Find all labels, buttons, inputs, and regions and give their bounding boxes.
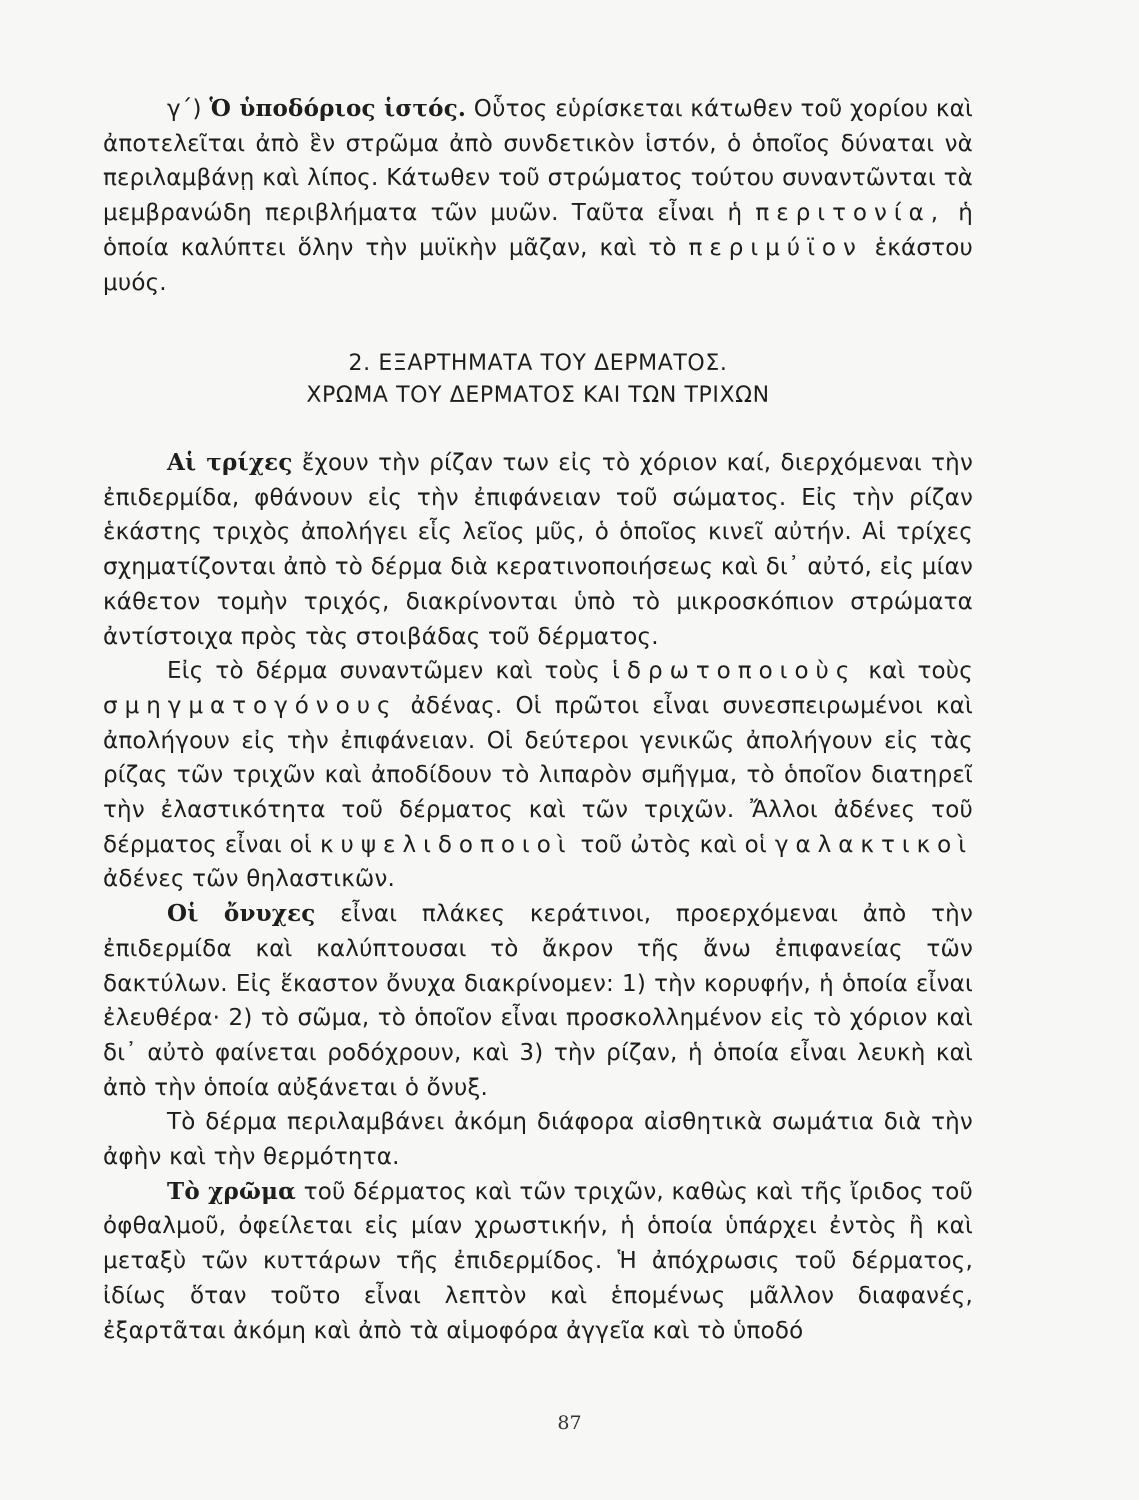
section-heading xyxy=(103,348,973,412)
paragraph-text: ἔχουν τὴν ρίζαν των εἰς τὸ χόριον καί, διερχόμεναι τὴν ἐπιδερμίδα, φθάνουν εἰς τὴν ἐπιφάνειαν τοῦ σώματος. Εἰς τὴν ρίζαν ἑκάστης τριχὸς ἀπολήγει εἷς λεῖος μῦς, ὁ ὁποῖος κινεῖ αὐτήν. Αἱ τρίχες σχηματίζονται ἀπὸ τὸ δέρμα διὰ κερατινοποιήσεως καὶ δι᾽ αὐτό, εἰς μίαν κάθετον τομὴν τριχός, διακρίνονται ὑπὸ τὸ μικροσκόπιον στρώματα ἀντίστοιχα πρὸς τὰς στοιβάδας τοῦ δέρματος. xyxy=(103,450,974,650)
paragraph-nails xyxy=(103,897,973,1105)
paragraph-text: τοῦ δέρματος καὶ τῶν τριχῶν, καθὼς καὶ τῆς ἴριδος τοῦ ὀφθαλμοῦ, ὀφείλεται εἰς μίαν χρωστικήν, ἡ ὁποία ὑπάρχει ἐντὸς ἢ καὶ μεταξὺ τῶν κυττάρων τῆς ἐπιδερμίδος. Ἡ ἀπόχρωσις τοῦ δέρματος, ἰδίως ὅταν τοῦτο εἶναι λεπτὸν καὶ ἑπομένως μᾶλλον διαφανές, ἐξαρτᾶται ἀκόμη καὶ ἀπὸ τὰ αἱμοφόρα ἀγγεῖα καὶ τὸ ὑποδό xyxy=(103,1178,973,1344)
paragraph-text: ἀδένες τῶν θηλαστικῶν. xyxy=(103,866,396,893)
paragraph-sensory: Τὸ δέρμα περιλαμβάνει ἀκόμη διάφορα αἰσθητικὰ σωμάτια διὰ τὴν ἀφὴν καὶ τὴν θερμότητα. xyxy=(103,1109,973,1171)
section-subcutaneous-tissue xyxy=(103,92,973,300)
term-color: Τὸ χρῶμα xyxy=(167,1177,297,1205)
heading-line-1: 2. ΕΞΑΡΤΗΜΑΤΑ ΤΟΥ ΔΕΡΜΑΤΟΣ. xyxy=(348,351,728,376)
paragraph-text: Οὗτος εὑρίσκεται κάτωθεν τοῦ χορίου καὶ ἀποτελεῖται ἀπὸ ἓν στρῶμα ἀπὸ συνδετικὸν ἱστόν, ὁ ὁποῖος δύναται νὰ περιλαμβάνῃ καὶ λίπος. Κάτωθεν τοῦ στρώματος τούτου συναντῶνται τὰ μεμβρανώδη περιβλήματα τῶν μυῶν. Ταῦτα εἶναι ἡ xyxy=(103,96,973,227)
term-hairs: Αἱ τρίχες xyxy=(167,449,293,476)
paragraph-text: ἀδένας. Οἱ πρῶτοι εἶναι συνεσπειρωμένοι καὶ ἀπολήγουν εἰς τὴν ἐπιφάνειαν. Οἱ δεύτεροι γενικῶς ἀπολήγουν εἰς τὰς ρίζας τῶν τριχῶν καὶ ἀποδίδουν τὸ λιπαρὸν σμῆγμα, τὸ ὁποῖον διατηρεῖ τὴν ἐλαστικότητα τοῦ δέρματος καὶ τῶν τριχῶν. Ἄλλοι ἀδένες τοῦ δέρματος εἶναι οἱ xyxy=(103,692,973,858)
section-skin-appendages xyxy=(103,446,973,1348)
term-sweat-glands: ἱδρωτοποιοὺς xyxy=(612,658,857,685)
paragraph-text: καὶ τοὺς xyxy=(868,658,973,685)
paragraph-subcutaneous xyxy=(103,92,973,300)
paragraph-text: ἑκάστου μυός. xyxy=(103,234,973,296)
paragraph-hairs xyxy=(103,446,973,654)
term-subcutaneous-tissue: Ὁ ὑποδόριος ἱστός. xyxy=(209,95,467,122)
heading-line-2: ΧΡΩΜΑ ΤΟΥ ΔΕΡΜΑΤΟΣ ΚΑΙ ΤΩΝ ΤΡΙΧΩΝ xyxy=(306,383,770,408)
term-ceruminous-glands: κυψελιδοποιοὶ xyxy=(319,831,573,858)
item-marker: γ΄) xyxy=(167,96,202,122)
paragraph-text: ἡ ὁποία καλύπτει ὅλην τὴν μυϊκὴν μᾶζαν, καὶ τὸ xyxy=(103,200,973,261)
paragraph-text: εἶναι πλάκες κεράτινοι, προερχόμεναι ἀπὸ τὴν ἐπιδερμίδα καὶ καλύπτουσαι τὸ ἄκρον τῆς ἄνω ἐπιφανείας τῶν δακτύλων. Εἰς ἕκαστον ὄνυχα διακρίνομεν: 1) τὴν κορυφήν, ἡ ὁποία εἶναι ἐλευθέρα· 2) τὸ σῶμα, τὸ ὁποῖον εἶναι προσκολλημένον εἰς τὸ χόριον καὶ δι᾽ αὐτὸ φαίνεται ροδόχρουν, καὶ 3) τὴν ρίζαν, ἡ ὁποία εἶναι λευκὴ καὶ ἀπὸ τὴν ὁποία αὐξάνεται ὁ ὄνυξ. xyxy=(103,901,974,1101)
paragraph-text: τοῦ ὠτὸς καὶ οἱ xyxy=(580,831,767,858)
term-nails: Οἱ ὄνυχες xyxy=(167,900,316,928)
term-perimysium-fascia: περιτονία, xyxy=(755,200,946,227)
paragraph-glands xyxy=(103,654,973,897)
page-number: 87 xyxy=(557,1412,582,1434)
paragraph-text: Εἰς τὸ δέρμα συναντῶμεν καὶ τοὺς xyxy=(167,658,601,685)
term-mammary-glands: γαλακτικοὶ xyxy=(774,831,974,858)
paragraph-color xyxy=(103,1175,973,1349)
term-sebaceous-glands: σμηγματογόνους xyxy=(103,692,398,719)
term-perimysium: περιμύϊον xyxy=(688,234,863,261)
